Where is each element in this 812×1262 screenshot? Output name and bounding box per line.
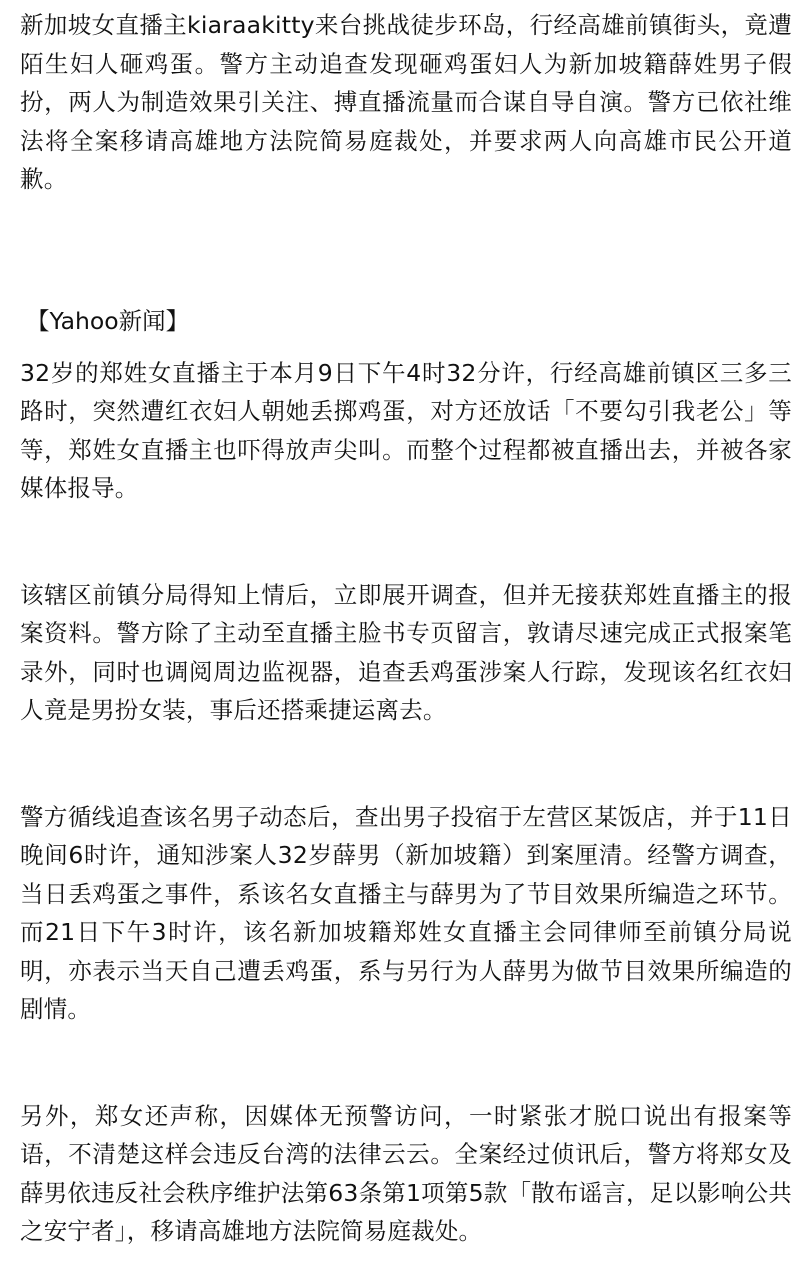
paragraph-outcome: 另外，郑女还声称，因媒体无预警访问，一时紧张才脱口说出有报案等语，不清楚这样会违反台湾的法律云云。全案经过侦讯后，警方将郑女及薛男依违反社会秩序维护法第63条第1项第5款「散布谣言，足以影响公共之安宁者」，移请高雄地方法院简易庭裁处。 xyxy=(20,1101,792,1245)
paragraph-findings: 警方循线追查该名男子动态后，查出男子投宿于左营区某饭店，并于11日晚间6时许，通知涉案人32岁薛男（新加坡籍）到案厘清。经警方调查，当日丢鸡蛋之事件，系该名女直播主与薛男为了节目效果所编造之环节。而21日下午3时许，该名新加坡籍郑姓女直播主会同律师至前镇分局说明，亦表示当天自己遭丢鸡蛋，系与另行为人薛男为做节目效果所编造的剧情。 xyxy=(20,802,792,1023)
news-source-label: 【Yahoo新闻】 xyxy=(26,306,190,335)
paragraph-incident: 32岁的郑姓女直播主于本月9日下午4时32分许，行经高雄前镇区三多三路时，突然遭红衣妇人朝她丢掷鸡蛋，对方还放话「不要勾引我老公」等等，郑姓女直播主也吓得放声尖叫。而整个过程都被直播出去，并被各家媒体报导。 xyxy=(20,358,792,502)
article-body xyxy=(20,0,792,1251)
intro-paragraph: 新加坡女直播主kiaraakitty来台挑战徒步环岛，行经高雄前镇街头，竟遭陌生妇人砸鸡蛋。警方主动追查发现砸鸡蛋妇人为新加坡籍薛姓男子假扮，两人为制造效果引关注、搏直播流量而合谋自导自演。警方已依社维法将全案移请高雄地方法院简易庭裁处，并要求两人向高雄市民公开道歉。 xyxy=(20,11,792,193)
paragraph-investigation: 该辖区前镇分局得知上情后，立即展开调查，但并无接获郑姓直播主的报案资料。警方除了主动至直播主脸书专页留言，敦请尽速完成正式报案笔录外，同时也调阅周边监视器，追查丢鸡蛋涉案人行踪，发现该名红衣妇人竟是男扮女装，事后还搭乘捷运离去。 xyxy=(20,580,792,724)
